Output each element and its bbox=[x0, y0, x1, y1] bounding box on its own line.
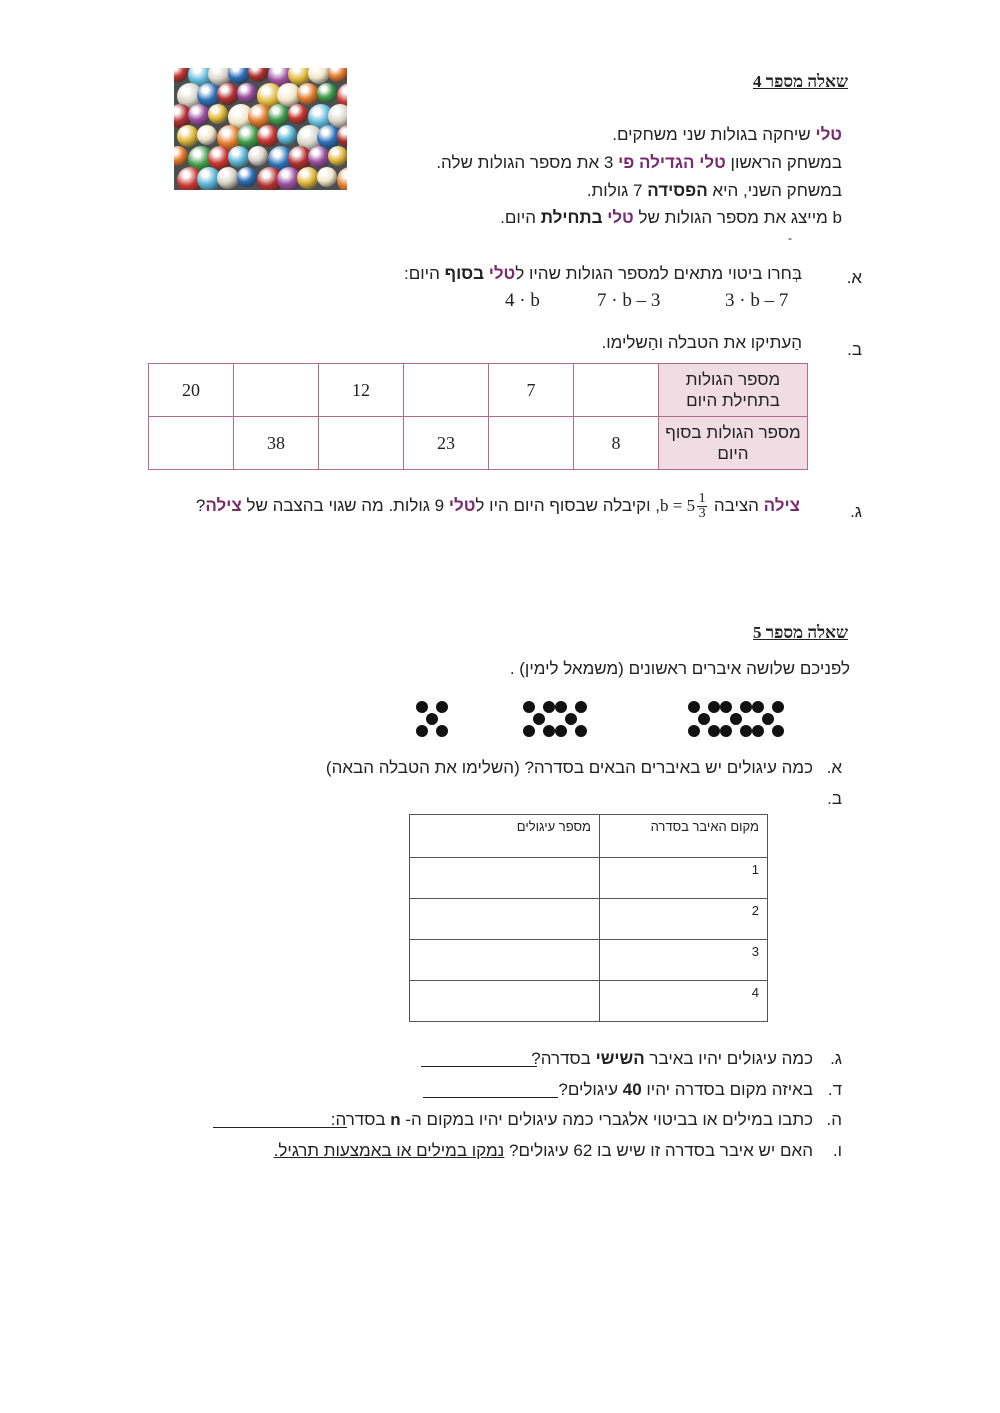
q4-option-1: 3 · b – 7 bbox=[725, 290, 789, 311]
underlined-text: נמקו במילים או באמצעות תרגיל. bbox=[273, 1141, 505, 1160]
sequence-dot bbox=[416, 701, 428, 713]
answer-cell[interactable] bbox=[410, 899, 600, 940]
table-row bbox=[410, 940, 768, 981]
sequence-dot bbox=[436, 725, 448, 737]
sequence-dot bbox=[708, 701, 720, 713]
position-cell: 3 bbox=[600, 940, 768, 981]
sequence-figures bbox=[400, 695, 840, 755]
equation-text: b = 5 bbox=[660, 496, 696, 515]
position-cell: 4 bbox=[600, 981, 768, 1022]
row-header-start: מספר הגולות בתחילת היום bbox=[659, 364, 808, 417]
table-row bbox=[410, 981, 768, 1022]
marble bbox=[174, 146, 188, 166]
q5-intro: לפניכם שלושה איברים ראשונים (משמאל לימין) . bbox=[509, 659, 850, 678]
q4-intro-line-1 bbox=[612, 125, 842, 145]
answer-cell[interactable] bbox=[410, 981, 600, 1022]
marble bbox=[208, 104, 228, 124]
text: b מייצג את מספר הגולות של bbox=[633, 208, 842, 227]
equation bbox=[660, 489, 709, 523]
text: בסדרה? bbox=[531, 1049, 596, 1068]
answer-line[interactable] bbox=[423, 1083, 558, 1098]
text: , וקיבלה שבסוף היום היו ל bbox=[475, 496, 661, 515]
text: שיחקה בגולות שני משחקים. bbox=[612, 125, 816, 144]
sequence-dot bbox=[762, 713, 774, 725]
bold-text: הפסידה bbox=[647, 181, 708, 200]
text: 3 את מספר הגולות שלה. bbox=[436, 153, 619, 172]
numerator: 1 bbox=[698, 491, 706, 507]
q4-part-c-text bbox=[196, 489, 800, 523]
sequence-dot bbox=[565, 713, 577, 725]
table-cell[interactable] bbox=[319, 417, 404, 470]
name-tali: טלי bbox=[448, 496, 476, 515]
table-cell[interactable] bbox=[574, 364, 659, 417]
text: הציבה bbox=[709, 496, 764, 515]
bold-text: השישי bbox=[595, 1049, 645, 1068]
q4-heading: שאלה מספר 4 bbox=[752, 72, 848, 91]
q5-part-e-letter: ה. bbox=[826, 1110, 842, 1129]
bold-text: בתחילת bbox=[540, 208, 608, 227]
q4-intro-line-3 bbox=[587, 181, 842, 201]
marble bbox=[317, 83, 337, 103]
sequence-dot bbox=[575, 701, 587, 713]
sequence-dot bbox=[523, 701, 535, 713]
text: בְּחרו ביטוי מתאים למספר הגולות שהיו ל bbox=[515, 264, 802, 283]
q5-part-d-letter: ד. bbox=[827, 1080, 842, 1099]
answer-line[interactable] bbox=[213, 1113, 347, 1128]
q4-option-3: 4 · b bbox=[505, 290, 540, 311]
table-cell[interactable] bbox=[404, 364, 489, 417]
q5-part-a-text: כמה עיגולים יש באיברים הבאים בסדרה? (השלימו את הטבלה הבאה) bbox=[325, 758, 813, 777]
column-header-count: מספר עיגולים bbox=[410, 815, 600, 858]
sequence-dot bbox=[555, 701, 567, 713]
sequence-dot bbox=[730, 713, 742, 725]
sequence-dot bbox=[740, 701, 752, 713]
answer-line[interactable] bbox=[421, 1052, 537, 1067]
marble bbox=[308, 68, 330, 84]
name-tali: טלי bbox=[488, 264, 516, 283]
marble bbox=[217, 83, 239, 105]
q4-part-b-text: הַעתיקו את הטבלה והַשלימו. bbox=[601, 333, 802, 352]
marble bbox=[277, 125, 297, 145]
q4-intro-line-2 bbox=[436, 153, 842, 173]
sequence-dot bbox=[543, 701, 555, 713]
dash-mark: - bbox=[788, 231, 792, 245]
q4-intro-line-4 bbox=[500, 208, 842, 228]
q5-sequence-table bbox=[409, 814, 768, 1022]
answer-cell[interactable] bbox=[410, 858, 600, 899]
marble bbox=[197, 125, 217, 145]
fraction bbox=[697, 492, 707, 521]
position-cell: 1 bbox=[600, 858, 768, 899]
marble bbox=[228, 146, 250, 168]
text: במשחק השני, היא bbox=[707, 181, 842, 200]
marble bbox=[288, 104, 308, 124]
marble bbox=[174, 68, 188, 82]
q5-part-b-letter: ב. bbox=[827, 789, 842, 808]
marbles-photo bbox=[174, 68, 347, 190]
table-cell: 8 bbox=[574, 417, 659, 470]
sequence-dot bbox=[720, 725, 732, 737]
table-cell: 20 bbox=[149, 364, 234, 417]
text: באיזה מקום בסדרה יהיו bbox=[641, 1080, 813, 1099]
text: היום. bbox=[500, 208, 541, 227]
sequence-dot bbox=[436, 701, 448, 713]
q5-part-d-text bbox=[558, 1080, 813, 1100]
table-cell: 38 bbox=[234, 417, 319, 470]
sequence-dot bbox=[416, 725, 428, 737]
text: היום: bbox=[404, 264, 445, 283]
column-header-position: מקום האיבר בסדרה bbox=[600, 815, 768, 858]
text: עיגולים? bbox=[558, 1080, 623, 1099]
marble bbox=[257, 125, 279, 147]
table-cell: 23 bbox=[404, 417, 489, 470]
sequence-dot bbox=[720, 701, 732, 713]
table-cell[interactable] bbox=[234, 364, 319, 417]
marble bbox=[248, 68, 268, 82]
sequence-dot bbox=[543, 725, 555, 737]
sequence-dot bbox=[426, 713, 438, 725]
marble bbox=[188, 104, 210, 126]
q4-marbles-table bbox=[148, 363, 808, 470]
bold-text: n bbox=[390, 1110, 401, 1129]
table-row bbox=[410, 858, 768, 899]
row-header-end: מספר הגולות בסוף היום bbox=[659, 417, 808, 470]
marble bbox=[237, 83, 257, 103]
sequence-dot bbox=[523, 725, 535, 737]
position-cell: 2 bbox=[600, 899, 768, 940]
text: 7 גולות. bbox=[586, 181, 648, 200]
q4-option-2: 7 · b – 3 bbox=[597, 290, 661, 311]
q5-part-a-letter: א. bbox=[826, 758, 842, 777]
sequence-dot bbox=[688, 701, 700, 713]
text: האם יש איבר בסדרה זו שיש בו 62 עיגולים? bbox=[504, 1141, 813, 1160]
q4-part-a-letter: א. bbox=[846, 268, 862, 287]
name-tali: טלי bbox=[607, 208, 634, 227]
q5-part-f-text bbox=[274, 1141, 813, 1161]
text: 9 גולות. מה שגוי בהצבה של bbox=[241, 496, 449, 515]
q4-part-a-text bbox=[404, 264, 802, 284]
marble bbox=[228, 68, 250, 84]
q5-part-e-text bbox=[331, 1110, 813, 1130]
q5-part-c-text bbox=[531, 1049, 813, 1069]
q5-part-f-letter: ו. bbox=[832, 1141, 842, 1160]
marble bbox=[297, 83, 319, 105]
q5-part-c-letter: ג. bbox=[830, 1049, 842, 1068]
marble bbox=[328, 146, 347, 166]
bold-text: בסוף bbox=[444, 264, 489, 283]
sequence-dot bbox=[772, 701, 784, 713]
marble bbox=[317, 167, 337, 187]
table-cell[interactable] bbox=[489, 417, 574, 470]
text: במשחק הראשון bbox=[725, 153, 842, 172]
sequence-dot bbox=[752, 701, 764, 713]
marble bbox=[237, 167, 257, 187]
text: בסדרה: bbox=[330, 1110, 391, 1129]
marble bbox=[328, 68, 347, 82]
marble bbox=[297, 167, 319, 189]
sequence-dot bbox=[533, 713, 545, 725]
sequence-dot bbox=[752, 725, 764, 737]
denominator: 3 bbox=[698, 506, 706, 522]
table-cell: 12 bbox=[319, 364, 404, 417]
table-row bbox=[149, 364, 808, 417]
bold-text: 40 bbox=[622, 1080, 642, 1099]
name-tali: טלי bbox=[815, 125, 842, 144]
name-tsila: צילה bbox=[763, 496, 800, 515]
table-header-row bbox=[410, 815, 768, 858]
q5-heading: שאלה מספר 5 bbox=[752, 623, 848, 642]
sequence-dot bbox=[688, 725, 700, 737]
table-row bbox=[410, 899, 768, 940]
answer-cell[interactable] bbox=[410, 940, 600, 981]
marble bbox=[248, 146, 268, 166]
name-tsila: צילה bbox=[205, 496, 242, 515]
table-cell[interactable] bbox=[149, 417, 234, 470]
table-row bbox=[149, 417, 808, 470]
q4-part-c-letter: ג. bbox=[850, 502, 862, 521]
marble bbox=[268, 104, 290, 126]
marble bbox=[217, 167, 239, 189]
table-cell: 7 bbox=[489, 364, 574, 417]
marble bbox=[337, 167, 347, 190]
sequence-dot bbox=[740, 725, 752, 737]
marble bbox=[308, 146, 330, 168]
sequence-dot bbox=[708, 725, 720, 737]
text: כמה עיגולים יהיו באיבר bbox=[644, 1049, 813, 1068]
sequence-dot bbox=[555, 725, 567, 737]
text: ? bbox=[195, 496, 206, 515]
q4-part-b-letter: ב. bbox=[847, 340, 862, 359]
text: כתבו במילים או בביטוי אלגברי כמה עיגולים יהיו במקום ה- bbox=[400, 1110, 813, 1129]
sequence-dot bbox=[772, 725, 784, 737]
sequence-dot bbox=[698, 713, 710, 725]
sequence-dot bbox=[575, 725, 587, 737]
marble bbox=[177, 125, 199, 147]
name-tali: טלי הגדילה פי bbox=[618, 153, 726, 172]
